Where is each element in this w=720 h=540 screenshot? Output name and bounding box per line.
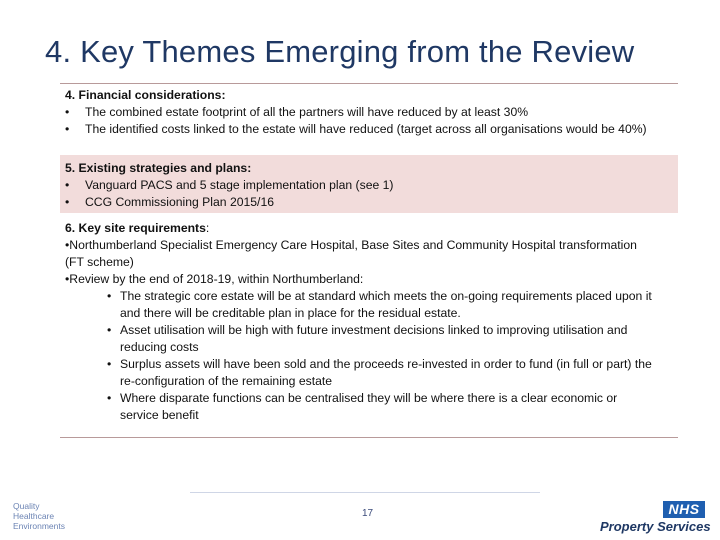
site-requirement-line: •Review by the end of 2018-19, within Northumberland: <box>65 272 364 286</box>
property-services-logo: Property Services <box>600 519 711 534</box>
list-item: • Asset utilisation will be high with future investment decisions linked to improving utilisation and reducing costs <box>107 323 628 354</box>
site-requirement-line: •Northumberland Specialist Emergency Care Hospital, Base Sites and Community Hospital transformation (FT scheme) <box>65 238 637 269</box>
quality-healthcare-environments-logo: Quality Healthcare Environments <box>13 501 65 531</box>
bullet-icon: • <box>65 178 70 192</box>
slide-title: 4. Key Themes Emerging from the Review <box>45 34 635 69</box>
section-strategies <box>60 155 678 213</box>
section-strategies-heading: 5. Existing strategies and plans: <box>65 161 252 175</box>
bullet-icon: • <box>107 391 112 405</box>
list-item: • CCG Commissioning Plan 2015/16 <box>65 195 274 209</box>
bullet-icon: • <box>65 195 70 209</box>
bullet-icon: • <box>107 289 112 303</box>
section-site-heading: 6. Key site requirements: <box>65 221 210 235</box>
section-site-requirements <box>60 218 678 434</box>
top-divider <box>60 83 678 84</box>
list-item: • Where disparate functions can be centralised they will be where there is a clear economic or service benefit <box>107 391 618 422</box>
bullet-icon: • <box>107 357 112 371</box>
list-item: • The strategic core estate will be at standard which meets the on-going requirements placed upon it and there will be creditable plan in place for the residual estate. <box>107 289 652 320</box>
bullet-icon: • <box>107 323 112 337</box>
page-number: 17 <box>362 508 374 519</box>
nhs-logo-icon: NHS <box>663 501 705 518</box>
bottom-divider <box>60 437 678 438</box>
list-item: • The identified costs linked to the estate will have reduced (target across all organisations would be 40%) <box>65 122 647 136</box>
list-item: • The combined estate footprint of all the partners will have reduced by at least 30% <box>65 105 529 119</box>
bullet-icon: • <box>65 105 70 119</box>
bullet-icon: • <box>65 122 70 136</box>
list-item: • Surplus assets will have been sold and the proceeds re-invested in order to fund (in full or part) the re-configuration of the remaining estate <box>107 357 652 388</box>
section-financial <box>60 86 678 152</box>
footer-divider <box>190 492 540 493</box>
section-financial-heading: 4. Financial considerations: <box>65 88 226 102</box>
list-item: • Vanguard PACS and 5 stage implementation plan (see 1) <box>65 178 394 192</box>
